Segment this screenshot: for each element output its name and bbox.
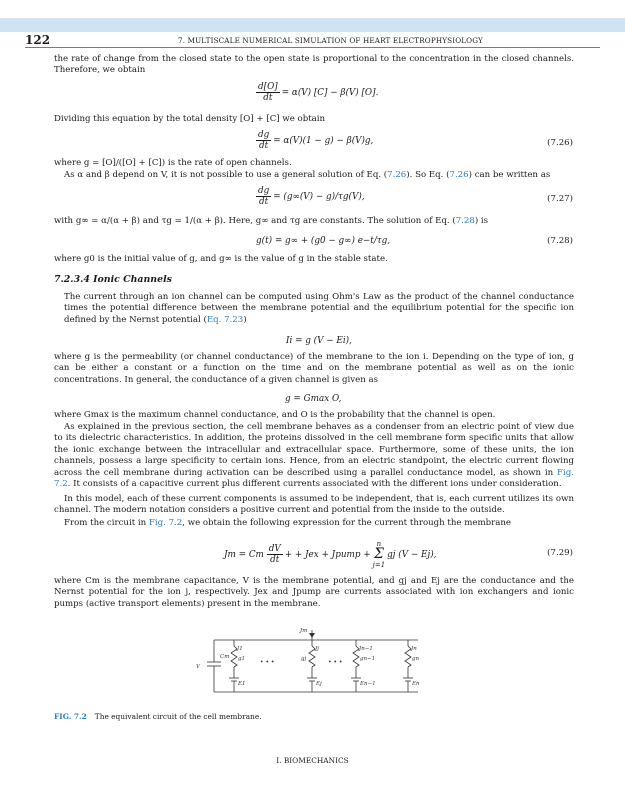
- equation-label: (7.29): [547, 548, 573, 558]
- paragraph: where g0 is the initial value of g, and g∞ is the value of g in the stable state.: [54, 254, 388, 264]
- text-run: As explained in the previous section, the cell membrane behaves as a condenser from an electric point of view due to its dielectric characteristics. In addition, the proteins dissolved in the cell membrane form specific units that allow the ionic exchange between the intracellular and extracellular space. Furthermore, some of these units, the ion channels, possess a large specificity to certain ions. Hence, from an electric standpoint, the electric current flowing across the cell membrane during activation can be described using a parallel conductance model, as shown in: [54, 422, 574, 478]
- figure-link[interactable]: Fig. 7.2: [54, 467, 574, 490]
- eq-numerator: dg: [258, 130, 270, 140]
- equation-7-28: g(t) = g∞ + (g0 − g∞) e−t/τg,: [256, 236, 391, 246]
- text-run: , we obtain the following expression for the current through the membrane: [182, 518, 511, 528]
- text-run: The current through an ion channel can be computed using Ohm's Law as the product of the channel conductance times the potential difference between the membrane potential and the equilibrium potential for the specific ion defined by the Nernst potential (: [64, 292, 574, 325]
- paragraph: the rate of change from the closed state to the open state is proportional to the concentration in the closed channels. Therefore, we obtain: [54, 54, 574, 76]
- summation: [373, 540, 386, 569]
- page-number: 122: [25, 33, 51, 47]
- eq-denominator: dt: [259, 141, 269, 151]
- eq-rhs: = α(V)(1 − g) − β(V)g,: [273, 136, 374, 146]
- figure-caption-text: The equivalent circuit of the cell membrane.: [94, 712, 262, 721]
- eq-rhs: = α(V) [C] − β(V) [O].: [281, 88, 379, 98]
- equation-7-27: [256, 186, 365, 207]
- label-en1: En−1: [360, 681, 376, 687]
- equation-link[interactable]: 7.26: [449, 170, 469, 180]
- header-rule: [25, 47, 600, 48]
- figure-link[interactable]: Fig. 7.2: [148, 518, 183, 528]
- label-cm: Cm: [220, 654, 230, 660]
- text-run: with g∞ = α/(α + β) and τg = 1/(α + β). Here, g∞ and τg are constants. The solution of Eq. (: [54, 216, 456, 226]
- equivalent-circuit-diagram: [196, 626, 428, 702]
- text-run: From the circuit in: [64, 518, 149, 528]
- eq-rhs: = (g∞(V) − g)/τg(V),: [273, 192, 365, 202]
- equation-label: (7.27): [547, 194, 573, 204]
- figure-caption-label: FIG. 7.2: [54, 712, 87, 721]
- paragraph: [54, 422, 574, 490]
- equation-link[interactable]: Eq. 7.23: [206, 314, 244, 325]
- label-gn1: gn−1: [360, 656, 376, 662]
- current-arrow-icon: [309, 633, 315, 638]
- paragraph: [64, 170, 574, 181]
- eq-numerator: dV: [268, 544, 281, 554]
- equation-link[interactable]: 7.28: [455, 216, 475, 226]
- equation-conductance: g = Gmax O,: [285, 394, 342, 404]
- label-jj: Jj: [315, 646, 319, 652]
- text-run: ). So Eq. (: [406, 170, 450, 180]
- label-jm: Jm: [300, 628, 308, 634]
- equation-label: (7.26): [547, 138, 573, 148]
- eq-denominator: dt: [259, 197, 269, 207]
- eq-mid: + + Jex + Jpump +: [284, 550, 371, 560]
- label-g1: g1: [238, 656, 246, 662]
- label-jn: Jn: [411, 646, 417, 652]
- text-run: ) is: [474, 216, 489, 226]
- section-heading: 7.2.3.4 Ionic Channels: [54, 274, 172, 285]
- text-run: ) can be written as: [468, 170, 551, 180]
- eq-numerator: d[O]: [258, 82, 278, 92]
- equation-link[interactable]: 7.26: [387, 170, 407, 180]
- sum-upper: n: [376, 540, 382, 548]
- sigma-symbol: Σ: [373, 546, 384, 562]
- paragraph: Dividing this equation by the total density [O] + [C] we obtain: [54, 114, 326, 124]
- text-run: As α and β depend on V, it is not possible to use a general solution of Eq. (: [64, 170, 388, 180]
- label-j1: J1: [237, 646, 243, 652]
- paragraph: [54, 216, 574, 227]
- label-e1: E1: [238, 681, 246, 687]
- paragraph: [64, 518, 574, 529]
- equation-ohm: Ii = g (V − Ei),: [286, 336, 352, 346]
- paragraph: where Cm is the membrane capacitance, V is the membrane potential, and gj and Ej are the conductance and the Nernst potential for the ion j, respectively. Jex and Jpump are currents associated with ion exchangers and ionic pumps (active transport elements) present in the membrane.: [54, 576, 574, 609]
- text-run: In this model, each of these current components is assumed to be independent, that is, each current utilizes its own channel. The modern notation considers a positive current and potential from the inside to the outside.: [54, 494, 574, 516]
- label-gj: gj: [301, 656, 307, 662]
- paragraph: where Gmax is the maximum channel conductance, and O is the probability that the channel is open.: [54, 410, 496, 420]
- paragraph: where g = [O]/([O] + [C]) is the rate of open channels.: [54, 158, 292, 168]
- equation-7-29: [224, 540, 436, 569]
- page-footer: I. BIOMECHANICS: [276, 756, 349, 765]
- equation-label: (7.28): [547, 236, 573, 246]
- figure-caption: [54, 712, 262, 721]
- eq-denominator: dt: [263, 93, 273, 103]
- paragraph: where g is the permeability (or channel conductance) of the membrane to the ion i. Depending on the type of ion, g can be either a constant or a function on the time and on the membrane potential as well as on the ionic concentrations. In general, the conductance of a given channel is given as: [54, 352, 574, 385]
- eq-denominator: dt: [270, 555, 280, 565]
- eq-numerator: dg: [258, 186, 270, 196]
- ellipsis-left: • • •: [260, 659, 275, 666]
- ellipsis-right: • • •: [328, 659, 343, 666]
- text-run: . It consists of a capacitive current plus different currents associated with the different ions under consideration.: [67, 479, 562, 490]
- header-band: [0, 18, 625, 32]
- label-gn: gn: [412, 656, 420, 662]
- label-en: En: [412, 681, 420, 687]
- equation-7-26: [256, 130, 373, 151]
- paragraph: [64, 292, 574, 326]
- label-ej: Ej: [316, 681, 322, 687]
- paragraph: [54, 494, 574, 517]
- label-jn1: Jn−1: [359, 646, 373, 652]
- label-v: V: [196, 664, 200, 670]
- sum-lower: j=1: [372, 561, 386, 569]
- text-run: ): [243, 314, 247, 325]
- equation-unnumbered-1: [256, 82, 378, 103]
- running-title: 7. MULTISCALE NUMERICAL SIMULATION OF HEART ELECTROPHYSIOLOGY: [178, 36, 483, 45]
- eq-lhs: Jm = Cm: [224, 550, 264, 560]
- eq-rhs: gj (V − Ej),: [387, 550, 437, 560]
